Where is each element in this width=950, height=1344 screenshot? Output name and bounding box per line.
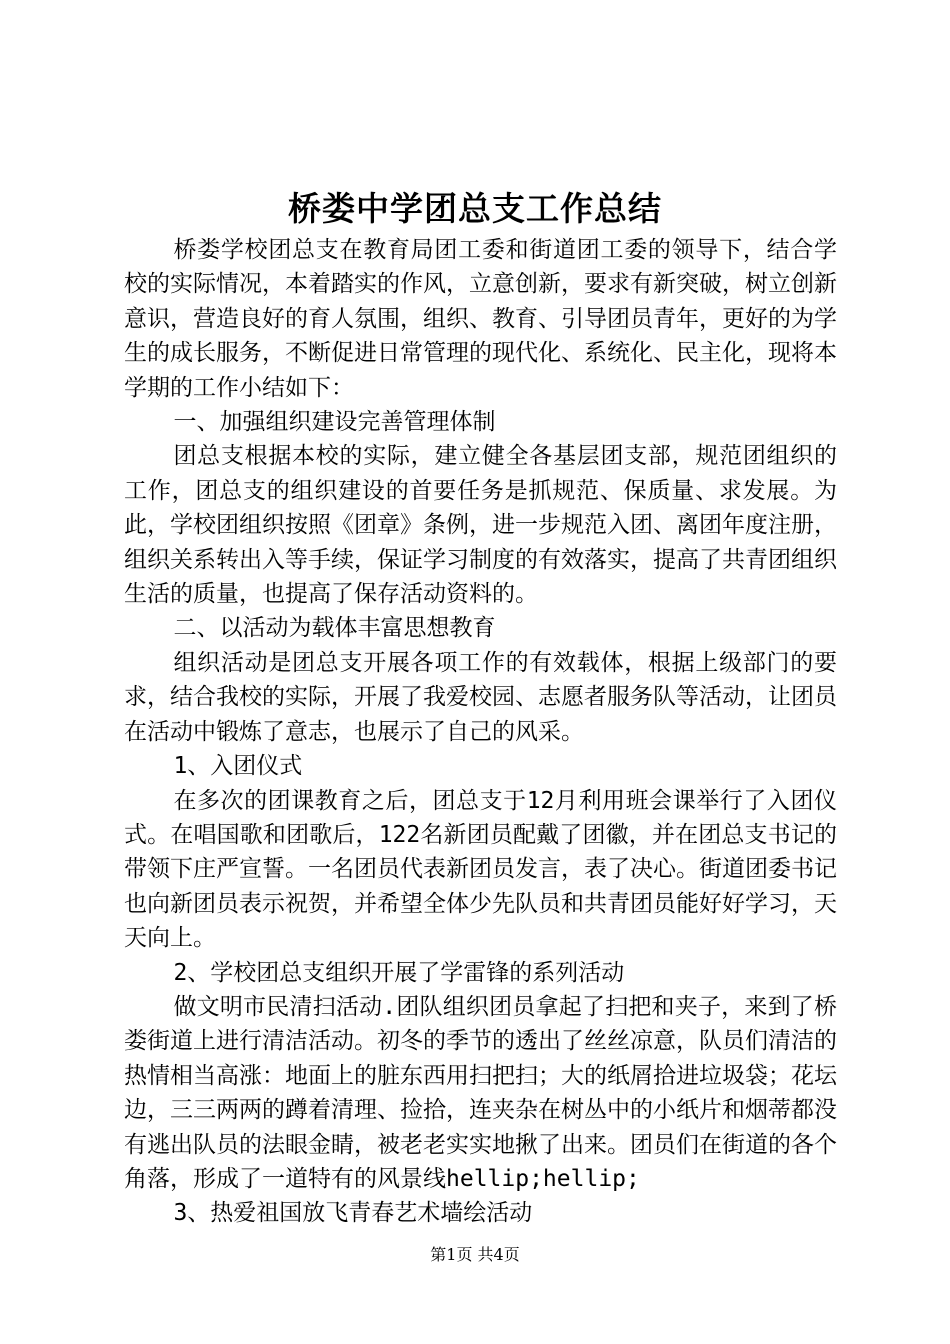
paragraph-cleanup: 做文明市民清扫活动.团队组织团员拿起了扫把和夹子，来到了桥娄街道上进行清洁活动。初冬的季节的透出了丝丝凉意，队员们清洁的热情相当高涨：地面上的脏东西用扫把扫；大的纸屑拾进垃圾袋；花坛边，三三两两的蹲着清理、捡拾，连夹杂在树丛中的小纸片和烟蒂都没有逃出队员的法眼金睛，被老老实实地揪了出来。团员们在街道的各个角落，形成了一道特有的风景线hellip;hellip;	[124, 993, 837, 1192]
paragraph-ceremony: 在多次的团课教育之后，团总支于12月利用班会课举行了入团仪式。在唱国歌和团歌后，122名新团员配戴了团徽，并在团总支书记的带领下庄严宣誓。一名团员代表新团员发言，表了决心。街道团委书记也向新团员表示祝贺，并希望全体少先队员和共青团员能好好学习，天天向上。	[124, 787, 837, 952]
section-heading-2: 二、以活动为载体丰富思想教育	[173, 615, 496, 642]
section-heading-1: 一、加强组织建设完善管理体制	[173, 409, 496, 436]
paragraph-organization: 团总支根据本校的实际，建立健全各基层团支部，规范团组织的工作，团总支的组织建设的首要任务是抓规范、保质量、求发展。为此，学校团组织按照《团章》条例，进一步规范入团、离团年度注册，组织关系转出入等手续，保证学习制度的有效落实，提高了共青团组织生活的质量，也提高了保存活动资料的。	[124, 443, 837, 608]
paragraph-intro: 桥娄学校团总支在教育局团工委和街道团工委的领导下，结合学校的实际情况，本着踏实的作风，立意创新，要求有新突破，树立创新意识，营造良好的育人氛围，组织、教育、引导团员青年，更好的为学生的成长服务，不断促进日常管理的现代化、系统化、民主化，现将本学期的工作小结如下：	[124, 237, 837, 401]
subsection-heading-1: 1、入团仪式	[173, 753, 303, 780]
document-body	[124, 233, 837, 1231]
subsection-heading-2: 2、学校团总支组织开展了学雷锋的系列活动	[173, 959, 625, 986]
page-footer: 第1页 共4页	[430, 1245, 520, 1264]
subsection-heading-3: 3、热爱祖国放飞青春艺术墙绘活动	[173, 1200, 533, 1227]
paragraph-activities: 组织活动是团总支开展各项工作的有效载体，根据上级部门的要求，结合我校的实际，开展了我爱校园、志愿者服务队等活动，让团员在活动中锻炼了意志，也展示了自己的风采。	[124, 649, 837, 745]
document-title: 桥娄中学团总支工作总结	[288, 189, 662, 228]
